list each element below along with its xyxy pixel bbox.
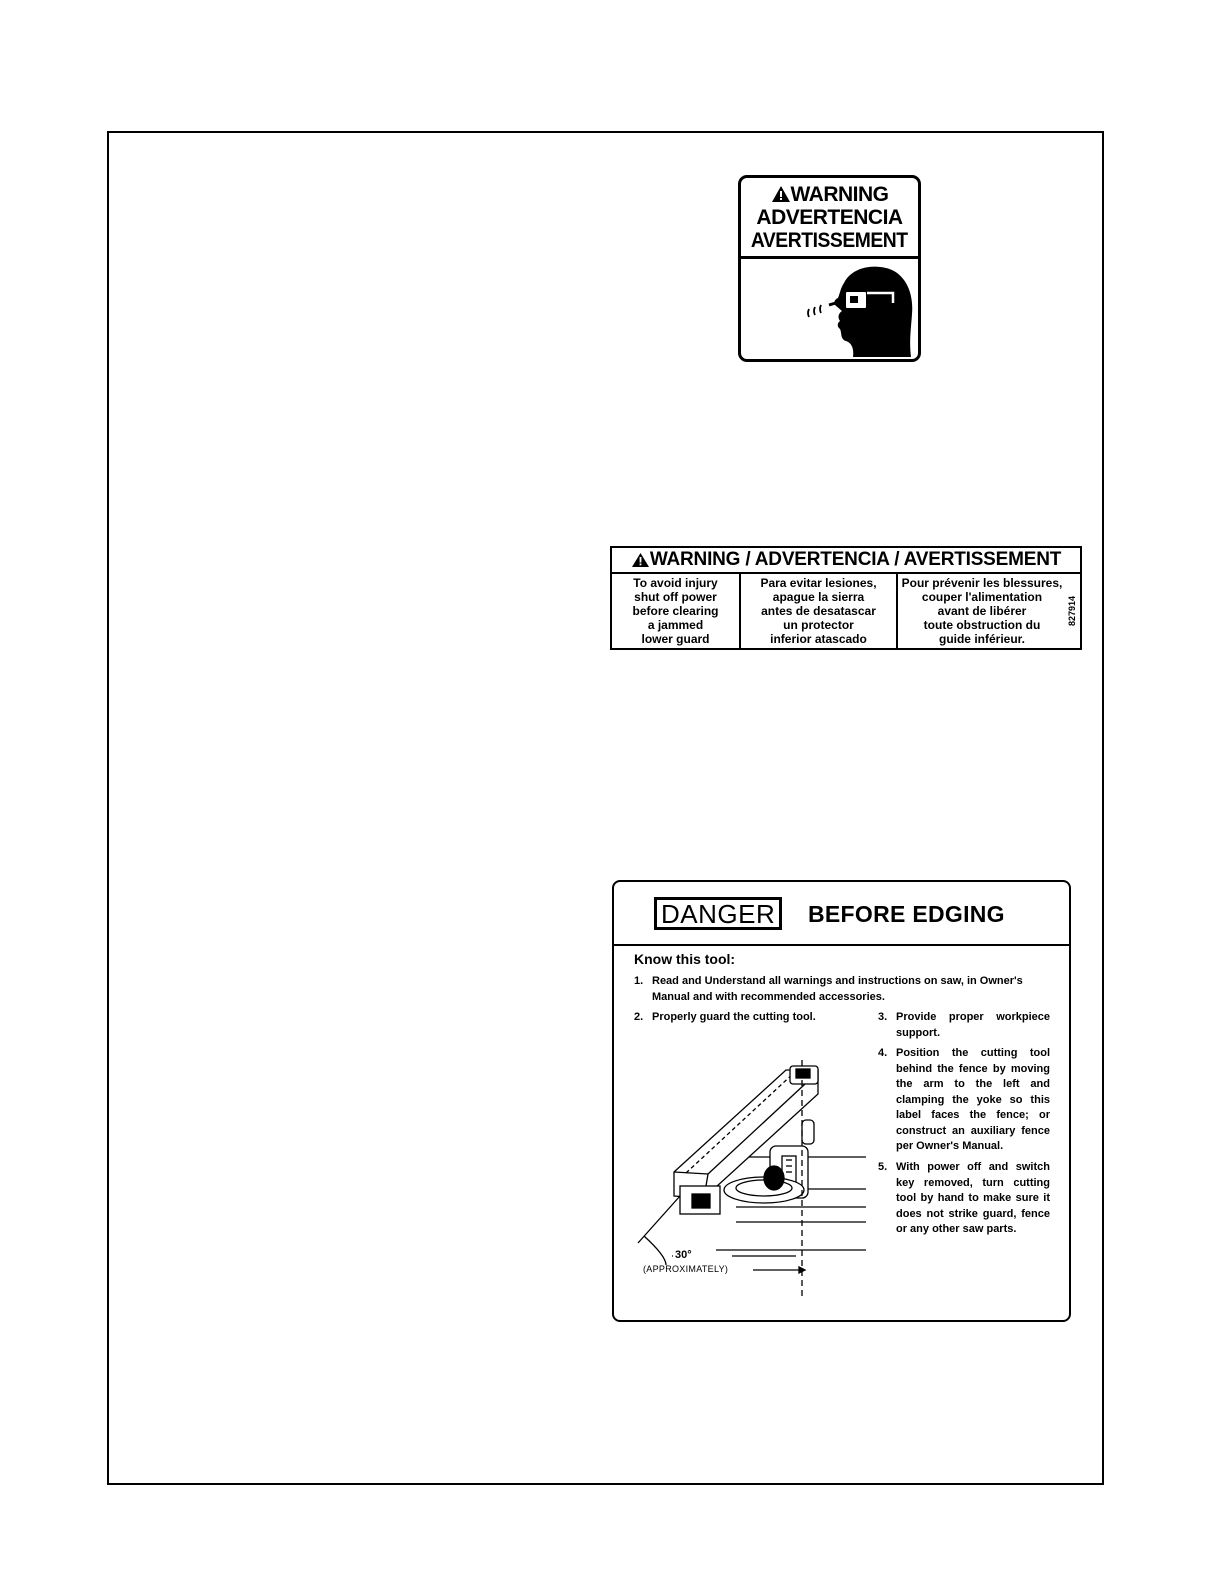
- spanish-line: antes de desatascar: [761, 604, 876, 618]
- spanish-line: Para evitar lesiones,: [760, 576, 877, 590]
- danger-before-edging-label: [612, 880, 1071, 1322]
- label-part-number: [1066, 592, 1078, 632]
- instruction-item: [634, 974, 1054, 1005]
- spanish-warning-column: [741, 574, 898, 650]
- spanish-line: inferior atascado: [770, 632, 867, 646]
- danger-label-heading: BEFORE EDGING: [808, 901, 1005, 927]
- instruction-text: Position the cutting tool behind the fence by moving the arm to the left and clamping the yoke so this label faces the fence; or construct an auxiliary fence per Owner's Manual.: [896, 1047, 1050, 1152]
- eye-sign-header: [741, 178, 918, 259]
- english-line: lower guard: [641, 632, 710, 646]
- guard-label-title: [612, 548, 1080, 574]
- instruction-number: 3.: [878, 1011, 888, 1023]
- instruction-item: [634, 1010, 854, 1026]
- guard-label-title-text: WARNING / ADVERTENCIA / AVERTISSEMENT: [649, 549, 1062, 570]
- instruction-item: [878, 1160, 1050, 1238]
- spanish-line: un protector: [783, 618, 854, 632]
- danger-label-subheading: Know this tool:: [634, 951, 736, 967]
- french-line: avant de libérer: [937, 604, 1027, 618]
- instruction-number: 1.: [634, 975, 644, 987]
- instruction-item: [878, 1010, 1050, 1041]
- instruction-item: [878, 1046, 1050, 1155]
- eye-sign-line-1: WARNING: [790, 182, 889, 206]
- instruction-text: With power off and switch key removed, turn cutting tool by hand to make sure it does not strike guard, fence or any other saw parts.: [896, 1161, 1050, 1235]
- english-line: To avoid injury: [633, 576, 718, 590]
- warning-triangle-icon: [771, 185, 791, 203]
- instruction-number: 4.: [878, 1047, 888, 1059]
- lower-guard-warning-label: [610, 546, 1082, 650]
- eye-sign-line-2: ADVERTENCIA: [756, 205, 903, 229]
- eye-protection-warning-sign: [738, 175, 921, 362]
- angle-dimension-label: 30°: [675, 1249, 692, 1261]
- english-line: before clearing: [632, 604, 719, 618]
- warning-triangle-icon: [631, 552, 650, 568]
- instruction-text: Read and Understand all warnings and instructions on saw, in Owner's Manual and with recommended accessories.: [652, 975, 1023, 1003]
- english-line: shut off power: [634, 590, 717, 604]
- french-line: Pour prévenir les blessures,: [901, 576, 1063, 590]
- instruction-text: Provide proper workpiece support.: [896, 1011, 1050, 1039]
- eye-protection-goggles-icon: [741, 259, 918, 359]
- english-line: a jammed: [647, 618, 704, 632]
- label-part-number-text: 827914: [1067, 595, 1077, 627]
- eye-sign-line-3: AVERTISSEMENT: [751, 228, 908, 252]
- instruction-number: 2.: [634, 1011, 644, 1023]
- approximately-label: (APPROXIMATELY): [643, 1264, 729, 1274]
- instruction-number: 5.: [878, 1161, 888, 1173]
- spanish-line: apague la sierra: [772, 590, 865, 604]
- english-warning-column: [612, 574, 741, 650]
- french-line: guide inférieur.: [938, 632, 1025, 646]
- danger-signal-word: DANGER: [654, 897, 782, 930]
- danger-label-header: [614, 882, 1069, 946]
- french-line: couper l'alimentation: [921, 590, 1043, 604]
- french-warning-column: [898, 574, 1066, 650]
- instruction-text: Properly guard the cutting tool.: [652, 1011, 816, 1023]
- french-line: toute obstruction du: [923, 618, 1041, 632]
